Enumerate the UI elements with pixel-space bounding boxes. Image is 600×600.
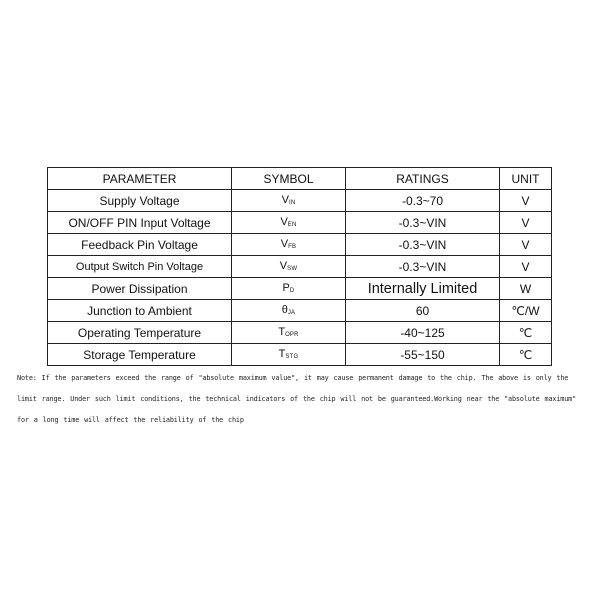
symbol-main: θ: [281, 303, 288, 316]
table-row: [48, 278, 552, 300]
table-row: [48, 344, 552, 366]
header-ratings: RATINGS: [346, 168, 500, 190]
header-symbol: SYMBOL: [232, 168, 346, 190]
parameter-cell: Junction to Ambient: [48, 300, 232, 322]
rating-cell: Internally Limited: [346, 278, 500, 300]
symbol-subscript: D: [289, 287, 295, 294]
parameter-cell: Supply Voltage: [48, 190, 232, 212]
symbol-subscript: FB: [288, 243, 297, 250]
table-row: [48, 234, 552, 256]
symbol-main: V: [280, 215, 288, 228]
header-unit: UNIT: [500, 168, 552, 190]
symbol-cell: [232, 322, 346, 344]
unit-cell: ℃/W: [500, 300, 552, 322]
table-row: [48, 322, 552, 344]
parameter-cell: Power Dissipation: [48, 278, 232, 300]
rating-cell: 60: [346, 300, 500, 322]
rating-cell: -55~150: [346, 344, 500, 366]
symbol-cell: [232, 234, 346, 256]
parameter-cell: Operating Temperature: [48, 322, 232, 344]
unit-cell: V: [500, 190, 552, 212]
symbol-cell: [232, 344, 346, 366]
unit-cell: W: [500, 278, 552, 300]
table-row: [48, 190, 552, 212]
rating-cell: -40~125: [346, 322, 500, 344]
symbol-main: V: [280, 237, 289, 250]
symbol-main: V: [281, 193, 289, 206]
rating-cell: -0.3~VIN: [346, 212, 500, 234]
rating-cell: -0.3~70: [346, 190, 500, 212]
symbol-cell: [232, 278, 346, 300]
unit-cell: V: [500, 234, 552, 256]
unit-cell: V: [500, 212, 552, 234]
unit-cell: V: [500, 256, 552, 278]
absolute-maximum-ratings-table-container: [47, 167, 551, 366]
symbol-main: T: [278, 325, 286, 338]
symbol-cell: [232, 300, 346, 322]
symbol-main: P: [282, 281, 290, 294]
symbol-subscript: OPR: [285, 331, 299, 338]
parameter-cell: Output Switch Pin Voltage: [48, 256, 232, 278]
symbol-cell: [232, 212, 346, 234]
parameter-cell: Feedback Pin Voltage: [48, 234, 232, 256]
table-row: [48, 256, 552, 278]
table-row: [48, 300, 552, 322]
header-parameter: PARAMETER: [48, 168, 232, 190]
symbol-subscript: JA: [287, 309, 296, 316]
table-row: [48, 212, 552, 234]
unit-cell: ℃: [500, 322, 552, 344]
symbol-main: V: [279, 259, 288, 272]
symbol-subscript: EN: [287, 221, 297, 228]
table-header-row: [48, 168, 552, 190]
symbol-subscript: SW: [287, 265, 298, 272]
unit-cell: ℃: [500, 344, 552, 366]
symbol-cell: [232, 190, 346, 212]
rating-cell: -0.3~VIN: [346, 256, 500, 278]
symbol-subscript: STG: [285, 353, 299, 360]
parameter-cell: Storage Temperature: [48, 344, 232, 366]
rating-cell: -0.3~VIN: [346, 234, 500, 256]
symbol-subscript: IN: [288, 199, 296, 206]
symbol-cell: [232, 256, 346, 278]
note-paragraph: Note: If the parameters exceed the range of "absolute maximum value", it may cause permanent damage to the chip. The above is only the limit range. Under such limit conditions, the technical indicators of the chip will not be guaranteed.Working near the "absolute maximum" for a long time will affect the reliability of the chip: [17, 374, 577, 424]
absolute-maximum-ratings-table: [47, 167, 552, 366]
parameter-cell: ON/OFF PIN Input Voltage: [48, 212, 232, 234]
symbol-main: T: [278, 347, 286, 360]
